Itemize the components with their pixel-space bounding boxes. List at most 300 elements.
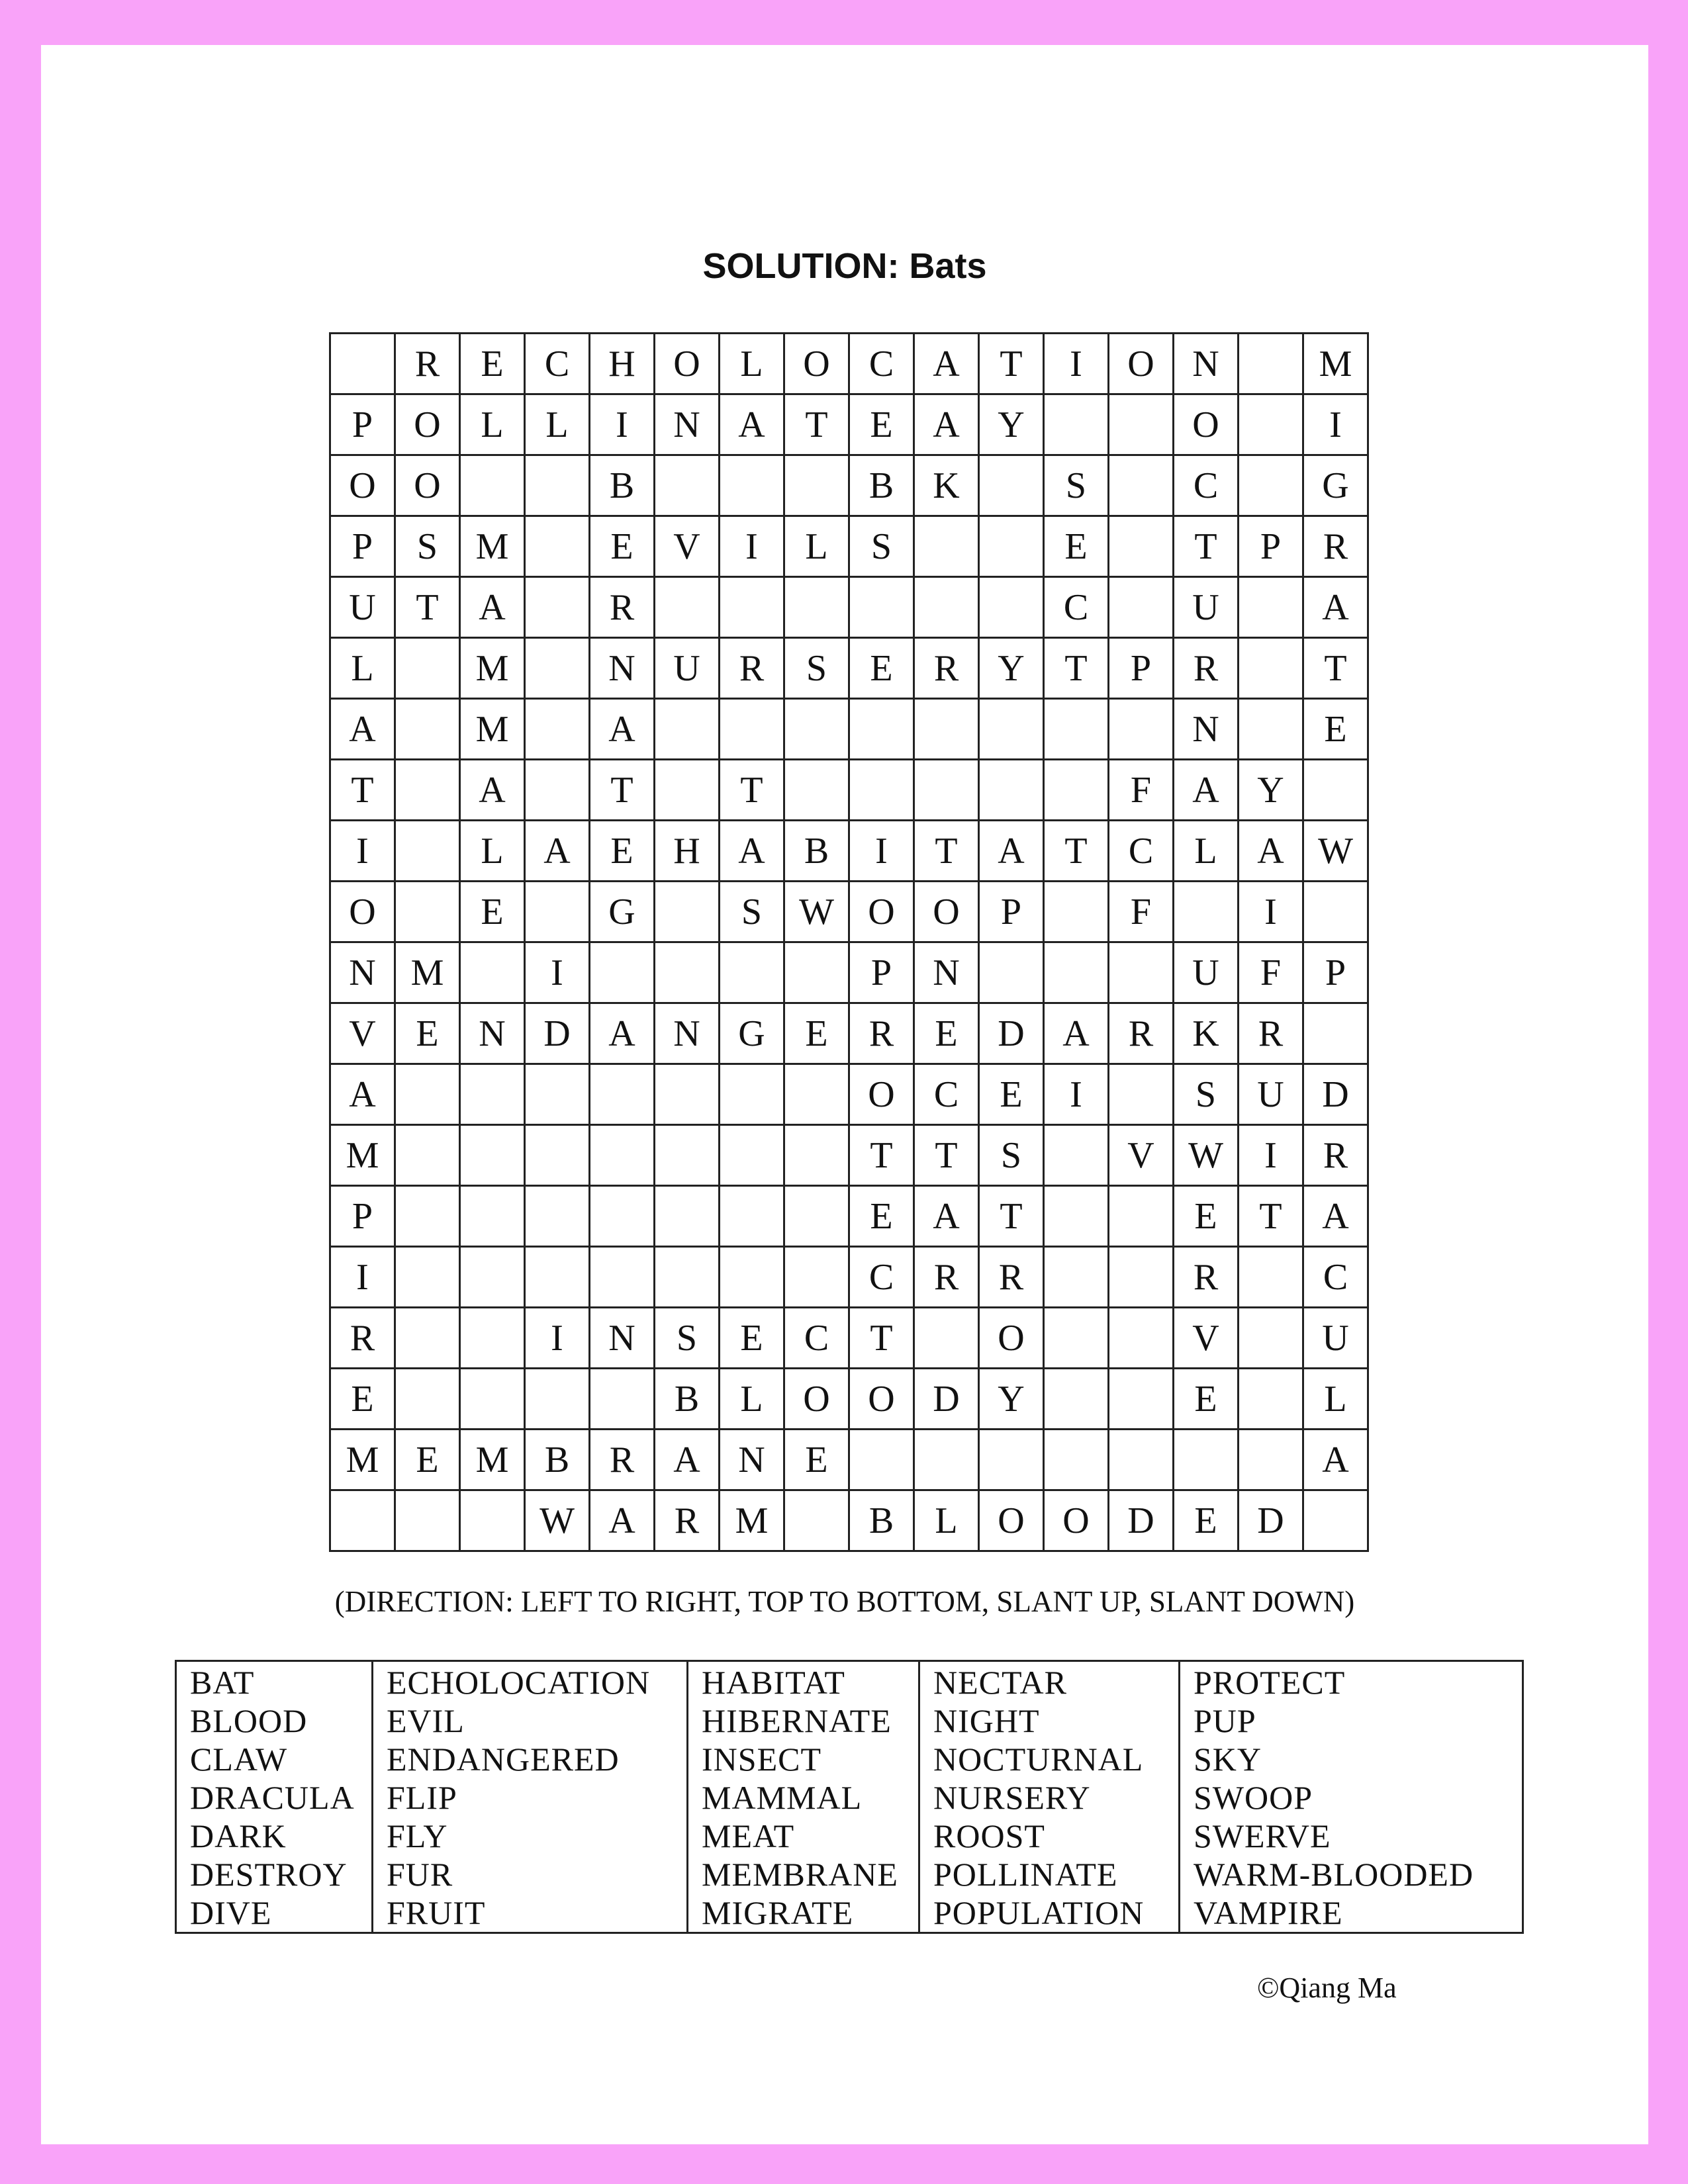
- word-list-item: BAT: [190, 1664, 255, 1701]
- grid-cell: D: [1239, 1490, 1303, 1551]
- grid-cell: [655, 882, 720, 942]
- grid-cell: [1109, 942, 1174, 1003]
- grid-cell: P: [849, 942, 914, 1003]
- grid-cell: [1239, 334, 1303, 394]
- grid-row: [330, 638, 1368, 699]
- grid-cell: [1303, 1003, 1368, 1064]
- word-list-item: MEMBRANE: [702, 1856, 898, 1893]
- grid-cell: S: [784, 638, 849, 699]
- grid-cell: [720, 455, 784, 516]
- grid-cell: [1109, 1369, 1174, 1430]
- grid-row: [330, 1186, 1368, 1247]
- grid-cell: N: [330, 942, 395, 1003]
- grid-cell: [1174, 882, 1239, 942]
- word-list-item: VAMPIRE: [1194, 1894, 1343, 1931]
- grid-cell: [460, 1369, 525, 1430]
- word-list-item: CLAW: [190, 1741, 288, 1778]
- grid-cell: I: [330, 1247, 395, 1308]
- grid-cell: [460, 455, 525, 516]
- word-list-item: ECHOLOCATION: [387, 1664, 651, 1701]
- grid-cell: [914, 577, 979, 638]
- grid-cell: [525, 638, 590, 699]
- grid-cell: [1044, 1247, 1109, 1308]
- grid-cell: [914, 1308, 979, 1369]
- grid-cell: [720, 1064, 784, 1125]
- word-column: [373, 1661, 688, 1933]
- grid-cell: T: [395, 577, 460, 638]
- word-list-item: PROTECT: [1194, 1664, 1346, 1701]
- grid-cell: T: [330, 760, 395, 821]
- grid-cell: [1239, 1247, 1303, 1308]
- word-list-item: NIGHT: [933, 1702, 1040, 1739]
- grid-cell: [1239, 394, 1303, 455]
- grid-cell: [395, 1369, 460, 1430]
- grid-cell: [460, 1490, 525, 1551]
- grid-cell: [460, 942, 525, 1003]
- grid-cell: [395, 1308, 460, 1369]
- grid-cell: R: [1303, 1125, 1368, 1186]
- grid-cell: [525, 1125, 590, 1186]
- grid-cell: M: [1303, 334, 1368, 394]
- word-list-item: DIVE: [190, 1894, 272, 1931]
- word-list-item: ENDANGERED: [387, 1741, 620, 1778]
- grid-cell: [1044, 1430, 1109, 1490]
- grid-cell: R: [590, 577, 655, 638]
- grid-cell: O: [784, 1369, 849, 1430]
- grid-cell: [525, 455, 590, 516]
- grid-cell: U: [1303, 1308, 1368, 1369]
- grid-cell: A: [720, 821, 784, 882]
- grid-cell: R: [914, 638, 979, 699]
- grid-cell: E: [590, 516, 655, 577]
- grid-cell: M: [460, 516, 525, 577]
- grid-cell: E: [784, 1003, 849, 1064]
- grid-cell: [979, 699, 1044, 760]
- grid-cell: Y: [979, 638, 1044, 699]
- grid-cell: D: [525, 1003, 590, 1064]
- grid-cell: A: [979, 821, 1044, 882]
- word-list-item: FLY: [387, 1817, 448, 1854]
- word-column: [1180, 1661, 1523, 1933]
- grid-cell: R: [1303, 516, 1368, 577]
- grid-cell: G: [590, 882, 655, 942]
- word-column: [176, 1661, 373, 1933]
- grid-cell: C: [1303, 1247, 1368, 1308]
- grid-cell: S: [655, 1308, 720, 1369]
- grid-cell: [1109, 394, 1174, 455]
- grid-cell: [525, 1064, 590, 1125]
- grid-cell: [1109, 516, 1174, 577]
- grid-cell: [395, 760, 460, 821]
- grid-row: [330, 1003, 1368, 1064]
- direction-note: (DIRECTION: LEFT TO RIGHT, TOP TO BOTTOM, SLANT UP, SLANT DOWN): [334, 1585, 1355, 1618]
- grid-cell: [460, 1125, 525, 1186]
- grid-cell: V: [655, 516, 720, 577]
- grid-cell: U: [1174, 942, 1239, 1003]
- grid-row: [330, 942, 1368, 1003]
- grid-cell: I: [525, 942, 590, 1003]
- grid-cell: I: [1303, 394, 1368, 455]
- grid-cell: A: [590, 1490, 655, 1551]
- grid-cell: N: [720, 1430, 784, 1490]
- grid-cell: E: [460, 882, 525, 942]
- grid-cell: N: [460, 1003, 525, 1064]
- grid-cell: T: [1174, 516, 1239, 577]
- grid-cell: T: [1044, 638, 1109, 699]
- grid-cell: [590, 1369, 655, 1430]
- grid-cell: [1303, 760, 1368, 821]
- grid-cell: A: [460, 577, 525, 638]
- grid-cell: E: [720, 1308, 784, 1369]
- grid-cell: F: [1109, 760, 1174, 821]
- grid-cell: [395, 1064, 460, 1125]
- grid-row: [330, 821, 1368, 882]
- grid-cell: D: [1303, 1064, 1368, 1125]
- grid-cell: [655, 1064, 720, 1125]
- worksheet-page: [41, 45, 1648, 2144]
- grid-cell: [395, 821, 460, 882]
- grid-cell: P: [1239, 516, 1303, 577]
- grid-cell: [1044, 942, 1109, 1003]
- grid-cell: [525, 699, 590, 760]
- grid-cell: [914, 516, 979, 577]
- grid-cell: [979, 455, 1044, 516]
- grid-cell: R: [590, 1430, 655, 1490]
- grid-cell: [1044, 1186, 1109, 1247]
- grid-cell: [979, 577, 1044, 638]
- grid-cell: C: [914, 1064, 979, 1125]
- grid-cell: C: [784, 1308, 849, 1369]
- grid-cell: E: [849, 394, 914, 455]
- grid-cell: S: [849, 516, 914, 577]
- grid-cell: O: [1109, 334, 1174, 394]
- grid-cell: U: [1174, 577, 1239, 638]
- word-list-item: BLOOD: [190, 1702, 308, 1739]
- grid-cell: A: [460, 760, 525, 821]
- grid-cell: C: [849, 1247, 914, 1308]
- grid-cell: B: [590, 455, 655, 516]
- grid-cell: U: [655, 638, 720, 699]
- grid-cell: I: [849, 821, 914, 882]
- grid-cell: T: [849, 1308, 914, 1369]
- grid-cell: [655, 577, 720, 638]
- grid-cell: A: [1303, 1186, 1368, 1247]
- grid-cell: L: [460, 821, 525, 882]
- grid-row: [330, 1064, 1368, 1125]
- grid-row: [330, 455, 1368, 516]
- grid-cell: O: [979, 1490, 1044, 1551]
- grid-cell: [525, 1247, 590, 1308]
- grid-cell: T: [979, 334, 1044, 394]
- grid-cell: [1109, 1186, 1174, 1247]
- grid-cell: [395, 1125, 460, 1186]
- grid-cell: A: [330, 1064, 395, 1125]
- grid-cell: C: [1044, 577, 1109, 638]
- word-search-grid: [329, 332, 1369, 1552]
- grid-cell: R: [849, 1003, 914, 1064]
- grid-cell: [525, 760, 590, 821]
- grid-cell: O: [914, 882, 979, 942]
- grid-cell: U: [1239, 1064, 1303, 1125]
- grid-cell: [914, 760, 979, 821]
- grid-cell: M: [330, 1430, 395, 1490]
- grid-cell: P: [1303, 942, 1368, 1003]
- grid-cell: A: [914, 394, 979, 455]
- grid-cell: [460, 1308, 525, 1369]
- grid-cell: C: [849, 334, 914, 394]
- grid-cell: S: [1174, 1064, 1239, 1125]
- grid-cell: [655, 942, 720, 1003]
- grid-cell: A: [1303, 1430, 1368, 1490]
- word-list-item: NECTAR: [933, 1664, 1067, 1701]
- grid-cell: R: [395, 334, 460, 394]
- grid-cell: [590, 1064, 655, 1125]
- grid-cell: K: [914, 455, 979, 516]
- grid-cell: A: [1303, 577, 1368, 638]
- grid-cell: [655, 760, 720, 821]
- grid-cell: [330, 1490, 395, 1551]
- word-list-item: HIBERNATE: [702, 1702, 892, 1739]
- grid-cell: V: [330, 1003, 395, 1064]
- grid-cell: S: [720, 882, 784, 942]
- grid-cell: [720, 699, 784, 760]
- grid-cell: T: [849, 1125, 914, 1186]
- grid-cell: F: [1239, 942, 1303, 1003]
- grid-cell: [784, 1490, 849, 1551]
- word-list-item: SKY: [1194, 1741, 1262, 1778]
- grid-cell: B: [655, 1369, 720, 1430]
- grid-cell: B: [784, 821, 849, 882]
- grid-row: [330, 882, 1368, 942]
- grid-cell: [1044, 1308, 1109, 1369]
- grid-cell: A: [590, 1003, 655, 1064]
- grid-cell: A: [655, 1430, 720, 1490]
- grid-cell: A: [525, 821, 590, 882]
- grid-cell: P: [330, 394, 395, 455]
- grid-row: [330, 760, 1368, 821]
- grid-cell: R: [1174, 1247, 1239, 1308]
- grid-cell: [460, 1247, 525, 1308]
- grid-cell: O: [1044, 1490, 1109, 1551]
- grid-cell: [720, 942, 784, 1003]
- grid-row: [330, 1430, 1368, 1490]
- grid-cell: [1044, 882, 1109, 942]
- grid-cell: O: [395, 394, 460, 455]
- grid-cell: O: [784, 334, 849, 394]
- grid-cell: [1303, 1490, 1368, 1551]
- grid-cell: [525, 516, 590, 577]
- grid-cell: C: [1174, 455, 1239, 516]
- grid-cell: T: [784, 394, 849, 455]
- grid-cell: [1044, 1125, 1109, 1186]
- grid-cell: [849, 1430, 914, 1490]
- grid-cell: S: [1044, 455, 1109, 516]
- grid-cell: E: [1174, 1490, 1239, 1551]
- word-column: [919, 1661, 1180, 1933]
- grid-cell: B: [849, 455, 914, 516]
- word-list: [175, 1660, 1524, 1934]
- grid-row: [330, 577, 1368, 638]
- grid-cell: N: [655, 394, 720, 455]
- grid-cell: B: [849, 1490, 914, 1551]
- grid-cell: O: [330, 455, 395, 516]
- word-list-item: MEAT: [702, 1817, 795, 1854]
- grid-cell: P: [330, 1186, 395, 1247]
- grid-cell: [1044, 1369, 1109, 1430]
- grid-cell: E: [460, 334, 525, 394]
- grid-cell: N: [1174, 334, 1239, 394]
- grid-cell: [655, 1247, 720, 1308]
- grid-cell: [1044, 760, 1109, 821]
- grid-cell: Y: [1239, 760, 1303, 821]
- grid-cell: [590, 1247, 655, 1308]
- grid-cell: T: [914, 1125, 979, 1186]
- grid-cell: D: [979, 1003, 1044, 1064]
- grid-cell: R: [330, 1308, 395, 1369]
- grid-cell: U: [330, 577, 395, 638]
- grid-cell: [979, 760, 1044, 821]
- grid-cell: [784, 699, 849, 760]
- grid-cell: S: [979, 1125, 1044, 1186]
- grid-cell: [655, 699, 720, 760]
- word-list-item: FLIP: [387, 1779, 457, 1816]
- grid-cell: [784, 760, 849, 821]
- grid-cell: S: [395, 516, 460, 577]
- grid-cell: E: [1174, 1186, 1239, 1247]
- grid-cell: [1239, 1369, 1303, 1430]
- grid-cell: [525, 577, 590, 638]
- grid-cell: [784, 1247, 849, 1308]
- grid-cell: [1239, 1308, 1303, 1369]
- grid-cell: O: [655, 334, 720, 394]
- grid-cell: L: [460, 394, 525, 455]
- grid-cell: N: [914, 942, 979, 1003]
- grid-cell: [1109, 699, 1174, 760]
- grid-cell: T: [979, 1186, 1044, 1247]
- grid-cell: [1239, 455, 1303, 516]
- grid-cell: L: [1303, 1369, 1368, 1430]
- word-list-item: POPULATION: [933, 1894, 1145, 1931]
- grid-cell: A: [590, 699, 655, 760]
- grid-row: [330, 1125, 1368, 1186]
- grid-cell: [395, 699, 460, 760]
- grid-cell: B: [525, 1430, 590, 1490]
- grid-cell: [395, 1186, 460, 1247]
- grid-cell: R: [1239, 1003, 1303, 1064]
- grid-cell: [849, 760, 914, 821]
- grid-row: [330, 1308, 1368, 1369]
- grid-cell: [784, 1125, 849, 1186]
- grid-cell: W: [1174, 1125, 1239, 1186]
- word-list-item: MAMMAL: [702, 1779, 863, 1816]
- grid-cell: O: [979, 1308, 1044, 1369]
- grid-cell: [1109, 577, 1174, 638]
- grid-cell: R: [720, 638, 784, 699]
- word-list-item: ROOST: [933, 1817, 1045, 1854]
- grid-cell: [1044, 394, 1109, 455]
- grid-cell: C: [1109, 821, 1174, 882]
- grid-cell: [460, 1186, 525, 1247]
- grid-cell: [1303, 882, 1368, 942]
- grid-cell: E: [914, 1003, 979, 1064]
- grid-cell: [1109, 1247, 1174, 1308]
- grid-cell: E: [330, 1369, 395, 1430]
- grid-cell: O: [849, 1369, 914, 1430]
- grid-cell: T: [914, 821, 979, 882]
- grid-cell: O: [849, 1064, 914, 1125]
- grid-cell: E: [784, 1430, 849, 1490]
- grid-cell: [1109, 1430, 1174, 1490]
- grid-cell: H: [655, 821, 720, 882]
- grid-cell: V: [1174, 1308, 1239, 1369]
- grid-cell: M: [460, 638, 525, 699]
- grid-cell: W: [784, 882, 849, 942]
- grid-cell: L: [720, 1369, 784, 1430]
- grid-row: [330, 516, 1368, 577]
- grid-cell: R: [914, 1247, 979, 1308]
- grid-cell: [979, 1430, 1044, 1490]
- grid-row: [330, 394, 1368, 455]
- word-list-item: DARK: [190, 1817, 287, 1854]
- grid-cell: [395, 1247, 460, 1308]
- grid-cell: L: [914, 1490, 979, 1551]
- word-list-item: FRUIT: [387, 1894, 486, 1931]
- word-list-item: MIGRATE: [702, 1894, 854, 1931]
- grid-cell: [979, 942, 1044, 1003]
- grid-cell: [1239, 1430, 1303, 1490]
- grid-cell: I: [1239, 1125, 1303, 1186]
- grid-cell: R: [1109, 1003, 1174, 1064]
- grid-row: [330, 1490, 1368, 1551]
- grid-cell: I: [1044, 334, 1109, 394]
- grid-cell: [330, 334, 395, 394]
- grid-cell: E: [1174, 1369, 1239, 1430]
- grid-cell: O: [395, 455, 460, 516]
- grid-cell: G: [720, 1003, 784, 1064]
- grid-cell: T: [1303, 638, 1368, 699]
- grid-cell: [1174, 1430, 1239, 1490]
- grid-cell: [1109, 1308, 1174, 1369]
- grid-cell: I: [1044, 1064, 1109, 1125]
- word-list-item: NURSERY: [933, 1779, 1091, 1816]
- grid-cell: A: [914, 1186, 979, 1247]
- word-list-item: INSECT: [702, 1741, 821, 1778]
- grid-cell: [1239, 577, 1303, 638]
- grid-cell: [590, 1186, 655, 1247]
- grid-cell: [1239, 638, 1303, 699]
- word-list-item: POLLINATE: [933, 1856, 1118, 1893]
- grid-cell: R: [655, 1490, 720, 1551]
- grid-cell: A: [1174, 760, 1239, 821]
- grid-cell: W: [525, 1490, 590, 1551]
- grid-cell: V: [1109, 1125, 1174, 1186]
- grid-cell: I: [720, 516, 784, 577]
- grid-cell: C: [525, 334, 590, 394]
- grid-cell: I: [1239, 882, 1303, 942]
- grid-cell: P: [979, 882, 1044, 942]
- word-list-item: PUP: [1194, 1702, 1256, 1739]
- grid-cell: D: [1109, 1490, 1174, 1551]
- grid-cell: [720, 1247, 784, 1308]
- grid-cell: H: [590, 334, 655, 394]
- grid-row: [330, 1369, 1368, 1430]
- grid-cell: E: [590, 821, 655, 882]
- grid-cell: O: [330, 882, 395, 942]
- grid-cell: [395, 638, 460, 699]
- grid-cell: N: [655, 1003, 720, 1064]
- grid-cell: N: [590, 1308, 655, 1369]
- grid-cell: O: [849, 882, 914, 942]
